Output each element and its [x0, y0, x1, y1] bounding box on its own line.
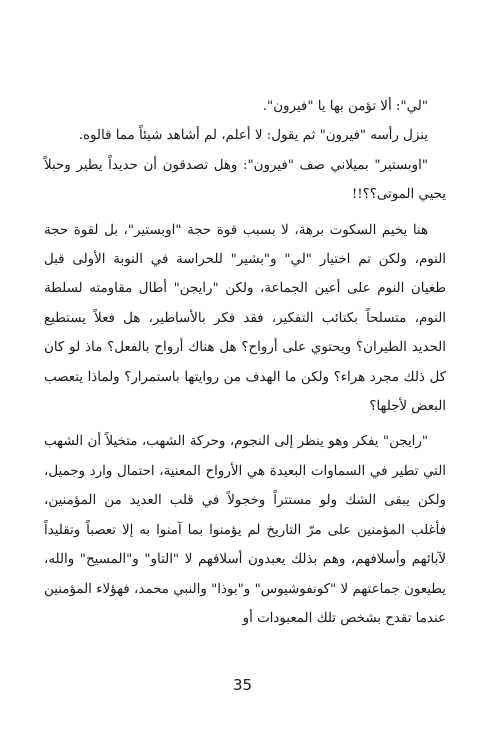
paragraph-raijin-thinking: "رايجن" يفكر وهو ينظر إلى النجوم، وحركة الشهب، متخيلاً أن الشهب التي تطير في السماوات البعيدة هي الأرواح المعنية، احتمال وارد وجميل، ولكن يبقى الشك ولو مستتراً وخجولاً في قلب العديد من المؤمنين، فأغلب المؤمنين على مرّ التاريخ لم يؤمنوا بما آمنوا به إلا تعصباً وتقليداً لآبائهم وأسلافهم، وهم بذلك يعبدون أسلافهم لا "التاو" و"المسيح" والله، يطيعون جماعتهم لا "كونفوشيوس" و"بوذا" والنبي محمد، فهؤلاء المؤمنين عندما تقدح بشخص تلك المعبودات أو: [44, 434, 446, 626]
paragraph-dialogue-lee: "لي": ألا تؤمن بها يا "فيرون".: [262, 99, 428, 114]
page-number: 35: [232, 676, 253, 694]
body-text: [44, 92, 446, 633]
paragraph-obster-question: "اوبستير" بميلاني صف "فيرون": وهل تصدقون أن حديداً يطير وحبلاً يحيي الموتى؟؟!!: [44, 157, 446, 203]
paragraph-feron-reply: ينزل رأسه "فيرون" ثم يقول: لا أعلم، لم أشاهد شيئاً مما قالوه.: [78, 128, 428, 144]
paragraph-silence-watch: هنا يخيم السكوت برهة، لا بسبب قوة حجة "اوبستير"، بل لقوة حجة النوم، ولكن تم اختيار "لي" و"بشير" للحراسة في النوبة الأولى قبل طغيان النوم على أعين الجماعة، ولكن "رايجن" أطال مقاومته لسلطة النوم، متسلحاً بكتائب التفكير، فقد فكر بالأساطير، هل فعلاً يستطيع الحديد الطيران؟ ويحتوي على أرواح؟ هل هناك أرواح بالفعل؟ ماذ لو كان كل ذلك مجرد هراء؟ ولكن ما الهدف من روايتها باستمرار؟ ولماذا يتعصب البعض لأجلها؟: [44, 222, 446, 415]
